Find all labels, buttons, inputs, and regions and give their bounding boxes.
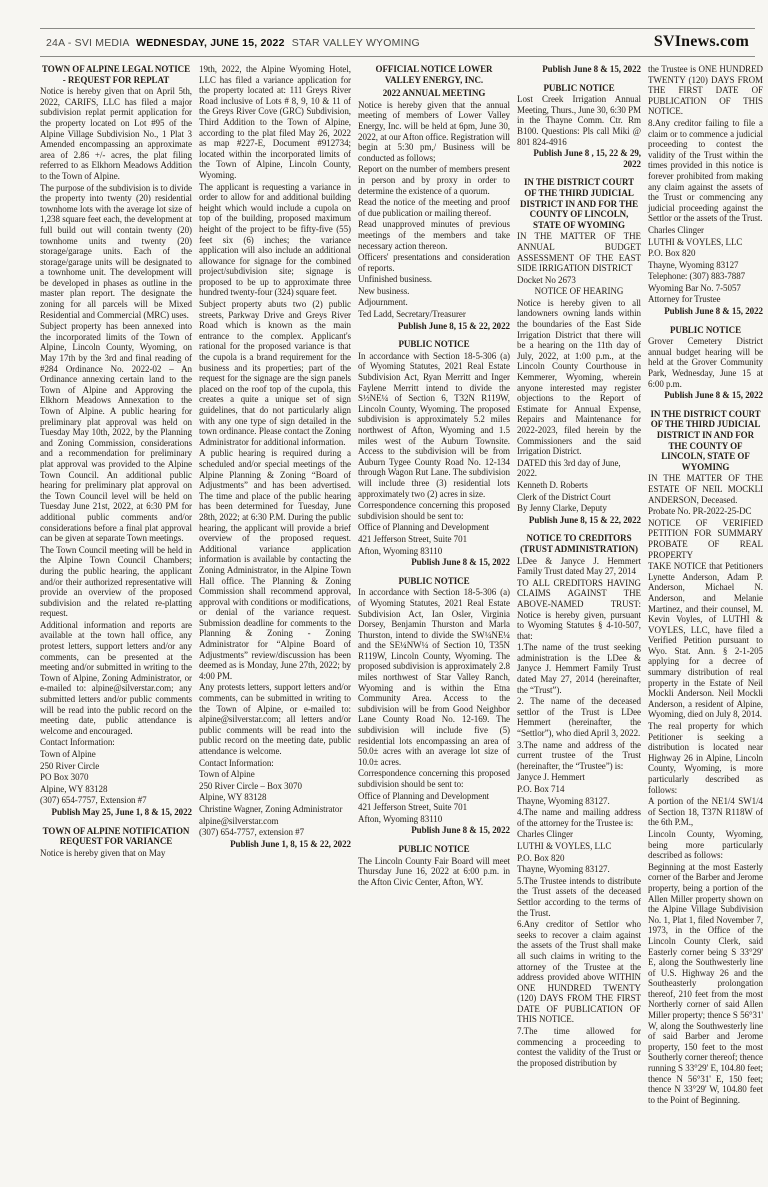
notice-paragraph: 8.Any creditor failing to file a claim or to commence a judicial proceeding to contest the validity of the Trust within the times provided in this notice is forever prohibited from making any claim against the assets of the Trust or commencing any judicial proceeding against the Settlor or the assets of the Trust.: [648, 117, 763, 224]
centered-line: NOTICE OF HEARING: [534, 286, 624, 297]
notice-paragraph: Report on the number of members present in person and by proxy in order to determine the existence of a quorum.: [358, 164, 510, 196]
notice-heading: PUBLIC NOTICE: [398, 339, 470, 350]
notice-heading: IN THE DISTRICT COURT OF THE THIRD JUDICIAL DISTRICT IN AND FOR THE COUNTY OF LINCOLN, STATE OF WYOMING: [650, 408, 761, 472]
notice-paragraph: Officers' presentations and consideration of reports.: [358, 252, 510, 273]
publish-line: Publish June 8 & 15, 2022: [664, 390, 763, 401]
notice-paragraph: 3.The name and address of the current trustee of the Trust (hereinafter, the “Trustee”) is:: [517, 739, 641, 771]
info-line: Probate No. PR-2022-25-DC: [648, 506, 752, 517]
notice-paragraph: TAKE NOTICE that Petitioners Lynette Anderson, Adam P. Anderson, Michael N. Anderson, and Melanie Martinez, and their counsel, M. Kevin Voyles, of LUTHI & VOYLES, LLC, have filed a Verified Petition pursuant to Wyo. Stat. Ann. § 2-1-205 applying for a decree of summary distribution of real property in the Estate of Neil Mockli Anderson. Neil Mockli Anderson, a resident of Alpine, Wyoming, died on July 8, 2014.: [648, 561, 763, 720]
info-line: Adjournment.: [358, 297, 408, 308]
info-line: P.O. Box 820: [648, 248, 696, 259]
column-5: [648, 64, 763, 1106]
info-line: (307) 654-7757, Extension #7: [40, 795, 147, 806]
info-line: New business.: [358, 285, 410, 296]
notice-heading: TOWN OF ALPINE LEGAL NOTICE - REQUEST FOR REPLAT: [41, 64, 191, 85]
masthead-page-number: 24A - SVI MEDIA: [46, 37, 129, 49]
info-line: 250 River Circle: [40, 760, 100, 771]
publish-line: Publish May 25, June 1, 8 & 15, 2022: [51, 806, 192, 817]
info-line: Janyce J. Hemmert: [517, 772, 585, 783]
notice-paragraph: NOTICE OF VERIFIED PETITION FOR SUMMARY PROBATE OF REAL PROPERTY: [648, 517, 763, 560]
notice-heading: OFFICIAL NOTICE LOWER VALLEY ENERGY, INC.: [375, 64, 493, 85]
notice-paragraph: Notice is hereby given to all landowners owning lands within the boundaries of the East Side Irrigation District that there will be a hearing on the 11th day of July, 2022, at 1:00 p.m., at the Lincoln County Courthouse in Kemmerer, Wyoming, wherein anyone interested may register objections to the Report of Estimate for Annual Expense, Repairs and Maintenance for 2022-2023, filed herein by the Commissioners and the said Irrigation District.: [517, 297, 641, 457]
info-line: Ted Ladd, Secretary/Treasurer: [358, 309, 466, 320]
notice-paragraph: Notice is hereby given that on May: [40, 847, 166, 858]
column-2: [199, 64, 351, 856]
info-line: Thayne, Wyoming 83127: [648, 259, 739, 270]
notice-heading: IN THE DISTRICT COURT OF THE THIRD JUDICIAL DISTRICT IN AND FOR THE COUNTY OF LINCOLN, STATE OF WYOMING: [519, 177, 639, 230]
masthead-left: [46, 37, 420, 49]
notice-paragraph: The purpose of the subdivision is to divide the property into twenty (20) residential townhome lots with the average lot size of 1,238 square feet each, the development at full build out will contain twenty (20) townhome units and twenty (20) storage/garage units. Each of the storage/garage units will be designated to a townhome unit. The development will be developed in phases as outline in the master plan report. The designate the zoning for all parcels will be Mixed Residential and Commercial (MRC) uses.: [40, 182, 192, 320]
info-line: Clerk of the District Court: [517, 491, 611, 502]
notice-paragraph: Office of Planning and Development: [358, 522, 490, 533]
info-line: PO Box 3070: [40, 772, 89, 783]
info-line: DATED this 3rd day of June, 2022.: [517, 457, 621, 479]
notice-paragraph: A public hearing is required during a scheduled and/or special meetings of the Alpine Planning & Zoning “Board of Adjustments” and has been advertised. The time and place of the public hearing has been determined for Tuesday, June 28th, 2022; at 6:30 P.M. During the public hearing, the applicant will provide a brief overview of the proposed request. Additional variance application information is available by contacting the Zoning Administrator, in the Alpine Town Hall office. The Planning & Zoning Commission shall recommend approval, approval with conditions or modifications, or denial of the variance request. Submission deadline for comments to the Planning & Zoning - Zoning Administrator for “Alpine Board of Adjustments” review/discussion has been deemed as is Monday, June 27th, 2022; by 4:00 PM.: [199, 448, 351, 681]
notice-paragraph: Read unapproved minutes of previous meetings of the members and take necessary action thereon.: [358, 219, 510, 251]
notice-paragraph: A portion of the NE1/4 SW1/4 of Section 18, T37N R118W of the 6th P.M.,: [648, 796, 763, 828]
notice-paragraph: Correspondence concerning this proposed subdivision should be sent to:: [358, 768, 510, 789]
info-line: Afton, Wyoming 83110: [358, 813, 443, 824]
notice-paragraph: Notice is hereby given that the annual meeting of members of Lower Valley Energy, Inc. will be held at 6pm, June 30, 2022, at our Afton office. Registration will begin at 5:30 pm,/ Business will be conducted as follows;: [358, 99, 510, 163]
notice-heading: PUBLIC NOTICE: [398, 843, 470, 854]
masthead-website: SVInews.com: [653, 33, 749, 50]
info-line: Thayne, Wyoming 83127.: [517, 864, 610, 875]
publish-line: Publish June 8, 15 & 22, 2022: [528, 514, 641, 525]
notice-paragraph: Subject property abuts two (2) public streets, Parkway Drive and Greys River Road which is known as the main entrance to the complex. Applicant's rational for the proposed variance is that the cupola is a brand requirement for the business and its properties; part of the request for the signage are the sign panels placed on the roof top of the cupola, this creates a quite a unique set of sign guidelines, that do not particularly align with any one type of sign detailed in the town ordinance. Please contact the Zoning Administrator for additional information.: [199, 299, 351, 447]
info-line: Kenneth D. Roberts: [517, 479, 588, 490]
notice-paragraph: Lincoln County, Wyoming, being more particularly described as follows:: [648, 828, 763, 861]
legal-notice-columns: [40, 64, 762, 1106]
info-line: 250 River Circle – Box 3070: [199, 780, 302, 791]
info-line: LUTHI & VOYLES, LLC: [648, 236, 743, 247]
info-line: Contact Information:: [40, 737, 115, 748]
column-4: [517, 64, 641, 1069]
info-line: By Jenny Clarke, Deputy: [517, 503, 607, 514]
notice-paragraph: Christine Wagner, Zoning Administrator: [199, 803, 343, 814]
notice-paragraph: 1.The name of the trust seeking administration is the LDee & Janyce J. Hemmert Family Trust dated May 27, 2014 (hereinafter, the “Trust”).: [517, 642, 641, 695]
notice-subheading: 2022 ANNUAL MEETING: [382, 88, 486, 99]
notice-heading: NOTICE TO CREDITORS (TRUST ADMINISTRATION): [520, 533, 638, 554]
notice-paragraph: 6.Any creditor of Settlor who seeks to recover a claim against the assets of the Trust shall make all such claims in writing to the attorney of the Trustee at the address provided above WITHIN ONE HUNDRED TWENTY (120) DAYS FROM THE FIRST DATE OF PUBLICATION OF THIS NOTICE.: [517, 919, 641, 1025]
info-line: 421 Jefferson Street, Suite 701: [358, 533, 468, 544]
info-line: 421 Jefferson Street, Suite 701: [358, 802, 468, 813]
masthead-region: STAR VALLEY WYOMING: [291, 37, 420, 49]
info-line: alpine@silverstar.com: [199, 815, 279, 826]
notice-paragraph: Correspondence concerning this proposed subdivision should be sent to:: [358, 500, 510, 521]
info-line: Alpine, WY 83128: [40, 783, 108, 794]
info-line: Contact Information:: [199, 757, 274, 768]
notice-paragraph: 5.The Trustee intends to distribute the Trust assets of the deceased Settlor according to the terms of the Trust.: [517, 875, 641, 918]
notice-paragraph: IN THE MATTER OF THE ESTATE OF NEIL MOCKLI ANDERSON, Deceased.: [648, 473, 763, 505]
info-line: Telephone: (307) 883-7887: [648, 271, 746, 282]
notice-paragraph: TO ALL CREDITORS HAVING CLAIMS AGAINST THE ABOVE-NAMED TRUST: Notice is hereby given, pursuant to Wyoming Statutes § 4-10-507, that:: [517, 577, 641, 641]
publish-line: Publish June 8 & 15, 2022: [664, 306, 763, 317]
notice-paragraph: Office of Planning and Development: [358, 790, 490, 801]
notice-paragraph: 7.The time allowed for commencing a proceeding to contest the validity of the Trust or the proposed distribution by: [517, 1026, 641, 1068]
column-1: [40, 64, 192, 859]
info-line: Unfinished business.: [358, 274, 432, 285]
info-line: Town of Alpine: [40, 749, 96, 759]
masthead-date: WEDNESDAY, JUNE 15, 2022: [136, 37, 285, 49]
info-line: Charles Clinger: [648, 224, 704, 235]
notice-heading: PUBLIC NOTICE: [398, 575, 470, 586]
column-3: [358, 64, 510, 888]
publish-line: Publish June 8 & 15, 2022: [411, 557, 510, 568]
notice-paragraph: In accordance with Section 18-5-306 (a) of Wyoming Statutes, 2021 Real Estate Subdivision Act, Ryan Merritt and Inger Faylene Merritt intend to divide the S½NE¼ of Section 6, T32N R119W, Lincoln County, Wyoming. The proposed subdivision is approximately 5.2 miles northwest of Afton, Wyoming and 1.5 miles west of the Auburn Townsite. Access to the subdivision will be from Auburn Tygee County Road No. 12-134 through Wagon Rut Lane. The subdivision will include three (3) residential lots approximately two (2) acres in size.: [358, 350, 510, 499]
info-line: Afton, Wyoming 83110: [358, 545, 443, 556]
notice-heading: PUBLIC NOTICE: [669, 324, 742, 335]
info-line: P.O. Box 714: [517, 784, 565, 794]
notice-paragraph: The Town Council meeting will be held in the Alpine Town Council Chambers; during the public hearing, the applicant and/or their authorized representative will provide an overview of the proposed subdivision and the related re-platting request.: [40, 544, 192, 619]
notice-paragraph: The real property for which Petitioner is seeking a distribution is located near Highway 26 in Alpine, Lincoln County, Wyoming, is more particularly described as follows:: [648, 721, 763, 795]
publish-line: Publish June 1, 8, 15 & 22, 2022: [230, 838, 351, 849]
notice-paragraph: Additional information and reports are available at the town hall office, any protest letters, support letters and/or any comments, can be presented at the meeting and/or submitted in writing to the Town of Alpine, Zoning Administrator, or e-mailed to: alpine@silverstar.com; any submitted letters and/or public comments will be read into the public record on the meeting date, public attendance is welcome and encouraged.: [40, 619, 192, 736]
notice-heading: TOWN OF ALPINE NOTIFICATION REQUEST FOR VARIANCE: [42, 825, 190, 847]
publish-line: Publish June 8 & 15, 2022: [542, 64, 641, 74]
info-line: Wyoming Bar No. 7-5057: [648, 282, 741, 293]
notice-paragraph: Grover Cemetery District annual budget hearing will be held at the Grover Community Park, Wednesday, June 15 at 6:00 p.m.: [648, 336, 763, 389]
notice-paragraph: 19th, 2022, the Alpine Wyoming Hotel, LLC has filed a variance application for the property located at: 111 Greys River Road inclusive of Lots # 8, 9, 10 & 11 of the Greys River Cove (GRC) Subdivision, Third Addition to the Town of Alpine, according to the plat filed May 26, 2022 as map #227-E, Document #912734; located within the incorporated limits of the Town of Alpine, Lincoln County, Wyoming.: [199, 64, 351, 180]
notice-paragraph: IN THE MATTER OF THE ANNUAL BUDGET ASSESSMENT OF THE EAST SIDE IRRIGATION DISTRICT: [517, 231, 641, 274]
info-line: Charles Clinger: [517, 829, 573, 840]
notice-paragraph: Subject property has been annexed into the incorporated limits of the Town of Alpine, Lincoln County, Wyoming, on May 17th by the 3rd and final reading of #284 Ordinance No. 2022-02 – An Ordinance annexing certain land to the Town of Alpine and Approving the Elkhorn Meadows Annexation to the Town of Alpine. A public hearing for preliminary plat approval was held on Tuesday May 10th, 2022, by the Planning and Zoning Commission, considerations and a recommendation for preliminary plat approval was provided to the Alpine Town Council. An additional public hearing for preliminary plat approval on the Town Council level will be held on Tuesday June 21st, 2022, at 6:30 PM for additional public comments and/or considerations before a final plat approval can be given at separate Town meetings.: [40, 321, 192, 544]
info-line: Town of Alpine: [199, 769, 255, 780]
notice-paragraph: 2. The name of the deceased settlor of the Trust is LDee Hemmert (hereinafter, the “Settlor”), who died April 3, 2022.: [517, 696, 641, 739]
publish-line: Publish June 8, 15 & 22, 2022: [397, 320, 510, 331]
notice-paragraph: Notice is hereby given that on April 5th, 2022, CARIFS, LLC has filed a major subdivision replat permit application for the property located on Lot #95 of the Alpine Village Subdivision No., 1 Plat 3 Amended encompassing an approximate area of 2.86 +/- acres, the plat filing referred to as Elkhorn Meadows Addition to the Town of Alpine.: [40, 86, 192, 181]
notice-paragraph: LDee & Janyce J. Hemmert Family Trust dated May 27, 2014: [517, 555, 641, 577]
info-line: P.O. Box 820: [517, 852, 565, 863]
masthead: [40, 28, 755, 57]
info-line: Docket No 2673: [517, 274, 576, 285]
info-line: Attorney for Trustee: [648, 294, 721, 305]
notice-paragraph: The applicant is requesting a variance in order to allow for and additional building height which would include a cupola on top of the building, proposed maximum height of the project to be fifty-five (55) feet six (6) inches; the variance application will also include an additional allowance for signage for the combined project/subdivision site; signage is proposed to be up to approximate three hundred twenty-four (324) square feet.: [199, 181, 351, 298]
info-line: LUTHI & VOYLES, LLC: [517, 840, 612, 851]
notice-paragraph: the Trustee is ONE HUNDRED TWENTY (120) DAYS FROM THE FIRST DATE OF PUBLICATION OF THIS NOTICE.: [648, 64, 763, 117]
info-line: (307) 654-7757, extension #7: [199, 827, 305, 838]
notice-paragraph: Read the notice of the meeting and proof of due publication or mailing thereof.: [358, 197, 510, 218]
notice-paragraph: The Lincoln County Fair Board will meet Thursday June 16, 2022 at 6:00 p.m. in the Afton Civic Center, Afton, WY.: [358, 855, 510, 887]
notice-paragraph: Lost Creek Irrigation Annual Meeting, Thurs., June 30, 6:30 PM in the Thayne Comm. Ctr. Rm B100. Questions: Pls call Miki @ 801 824-4916: [517, 94, 641, 147]
notice-heading: PUBLIC NOTICE: [543, 82, 615, 93]
info-line: Alpine, WY 83128: [199, 792, 267, 803]
publish-line: Publish June 8 & 15, 2022: [411, 825, 510, 836]
notice-paragraph: In accordance with Section 18-5-306 (a) of Wyoming Statutes, 2021 Real Estate Subdivision Act, Ian Osler, Virginia Dorsey, Benjamin Thurston and Marla Thurston, intend to divide the SW¼NE¼ and the SE¼NW¼ of Section 10, T35N R119W, Lincoln County, Wyoming. The proposed subdivision is approximately 2.8 miles northwest of Star Valley Ranch, Wyoming and is within the Etna Community Area. Access to the subdivision will be from Good Neighbor Lane County Road No. 12-169. The subdivision will include five (5) residential lots encompassing an area of 50.0± acres with an average lot size of 10.0± acres.: [358, 587, 510, 767]
notice-paragraph: Beginning at the most Easterly corner of the Barber and Jerome property, being a portion of the Allen Miller property shown on the Alpine Village Subdivision No. 1, Plat 1, filed November 7, 1973, in the Office of the Lincoln County Clerk, said Easterly corner being S 33°29' E, along the Southwesterly line of U.S. Highway 26 and the Southeasterly prolongation thereof, 210 feet from the most Northerly corner of said Allen Miller property; thence S 56°31' W, along the Southwesterly line of said Barber and Jerome property, 150 feet to the most Southerly corner thereof; thence running S 33°29' E, 104.80 feet; thence N 56°31' E, 150 feet; thence N 33°29' W, 104.80 feet to the Point of Beginning.: [648, 861, 763, 1105]
publish-line: Publish June 8 , 15, 22 & 29, 2022: [533, 148, 641, 169]
notice-paragraph: 4.The name and mailing address of the attorney for the Trustee is:: [517, 807, 641, 828]
notice-paragraph: Any protests letters, support letters and/or comments, can be submitted in writing to the Town of Alpine, or e-mailed to: alpine@silverstar.com; all letters and/or public comments will be read into the public record on the meeting date, public attendance is welcome.: [199, 682, 351, 756]
info-line: Thayne, Wyoming 83127.: [517, 795, 610, 806]
